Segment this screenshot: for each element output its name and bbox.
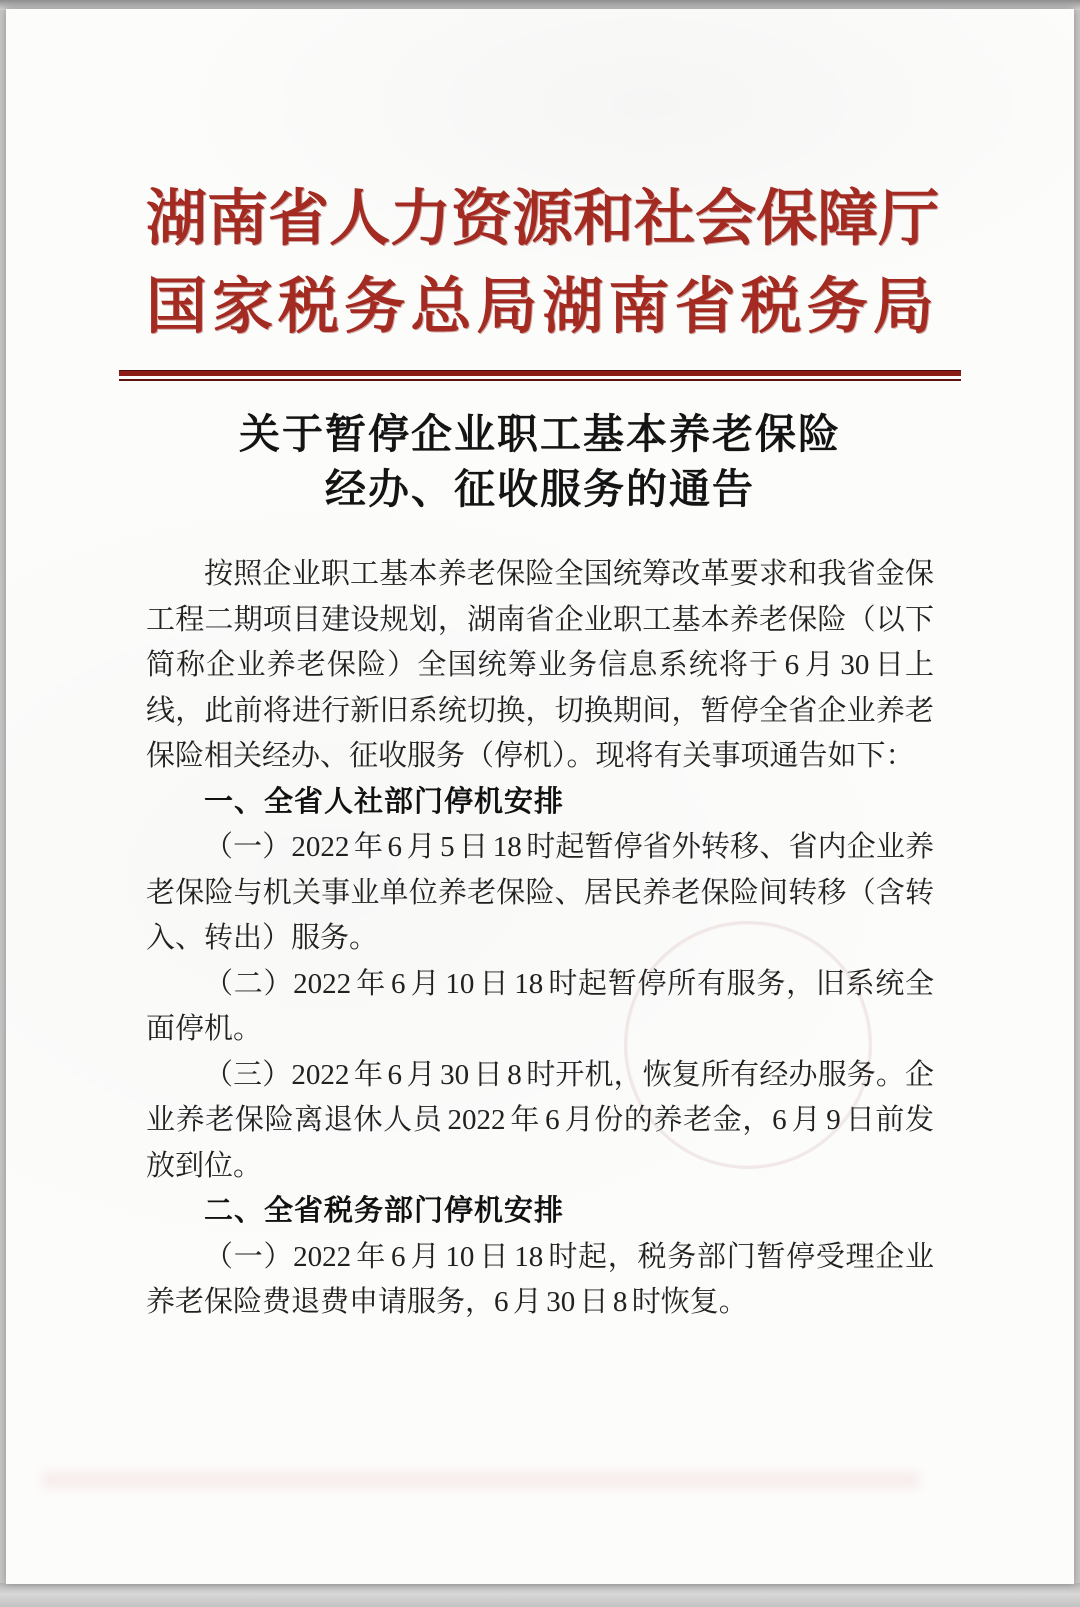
divider-thick-line <box>119 370 961 376</box>
notice-page <box>6 9 1074 1584</box>
faint-stamp-bleedthrough <box>624 921 872 1169</box>
paragraph-renshe-item-2: （二）2022 年 6 月 10 日 18 时起暂停所有服务，旧系统全面停机。 <box>146 967 934 1045</box>
document-title <box>6 407 1074 517</box>
letterhead-line-1: 湖 南 省 人 力 资 源 和 社 会 保 障 厅 <box>146 185 940 253</box>
letterhead-line-2: 国 家 税 务 总 局 湖 南 省 税 务 局 <box>146 273 934 341</box>
document-title-line-2: 经办、征收服务的通告 <box>325 466 755 512</box>
section-heading-renshe: 一、全省人社部门停机安排 <box>204 785 565 818</box>
letterhead <box>146 175 940 351</box>
section-heading-shuiwu: 二、全省税务部门停机安排 <box>204 1195 565 1227</box>
faint-ink-bleedthrough <box>41 1471 921 1489</box>
paragraph-renshe-item-1: （一）2022 年 6 月 5 日 18 时起暂停省外转移、省内企业养老保险与机关事业单位养老保险、居民养老保险间转移（含转入、转出）服务。 <box>146 831 934 954</box>
letterhead-divider-rule <box>119 370 961 381</box>
notice-body <box>146 552 934 1326</box>
paragraph-renshe-item-3: （三）2022 年 6 月 30 日 8 时开机，恢复所有经办服务。企业养老保险离退休人员 2022 年 6 月份的养老金，6 月 9 日前发放到位。 <box>146 1058 934 1182</box>
divider-thin-line <box>119 379 961 381</box>
paragraph-shuiwu-item-1: （一）2022 年 6 月 10 日 18 时起，税务部门暂停受理企业养老保险费退费申请服务，6 月 30 日 8 时恢复。 <box>146 1240 934 1318</box>
intro-paragraph: 按照企业职工基本养老保险全国统筹改革要求和我省金保工程二期项目建设规划，湖南省企业职工基本养老保险（以下简称企业养老保险）全国统筹业务信息系统将于 6 月 30 日上线，此前将进行新旧系统切换，切换期间，暂停全省企业养老保险相关经办、征收服务（停机）。现将有关事项通告如下： <box>146 558 934 772</box>
document-title-line-1: 关于暂停企业职工基本养老保险 <box>239 411 841 457</box>
